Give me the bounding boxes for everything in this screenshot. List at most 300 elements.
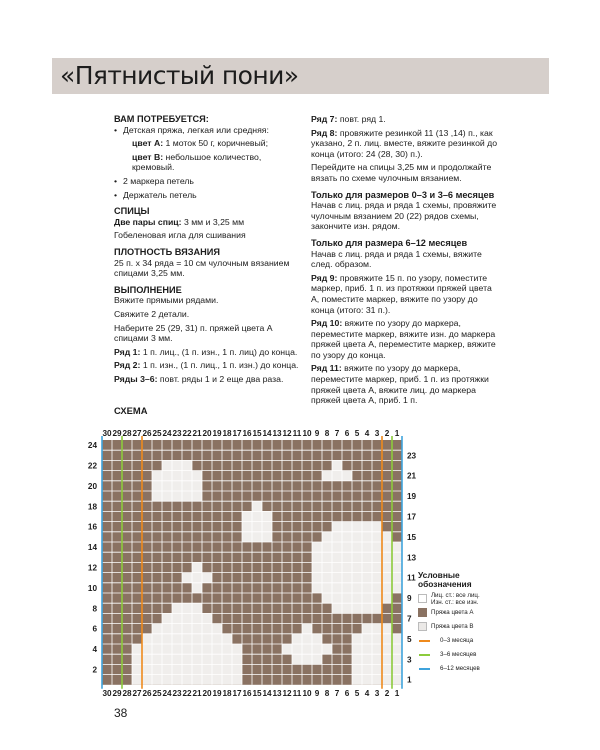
chart-cell-yarn-b <box>362 654 372 664</box>
chart-cell-yarn-b <box>202 654 212 664</box>
page-title: «Пятнистый пони» <box>60 61 299 90</box>
chart-cell-yarn-b <box>182 491 192 501</box>
column-label-bottom: 6 <box>344 688 350 698</box>
chart-cell-yarn-b <box>142 664 152 674</box>
chart-cell-yarn-b <box>172 675 182 685</box>
chart-cell-yarn-b <box>232 644 242 654</box>
column-label-bottom: 19 <box>212 688 222 698</box>
chart-cell-yarn-b <box>292 644 302 654</box>
chart-cell-yarn-b <box>162 654 172 664</box>
chart-cell-yarn-b <box>352 593 362 603</box>
row-label-left: 24 <box>87 441 97 451</box>
column-label-top: 1 <box>394 429 400 438</box>
chart-cell-yarn-b <box>392 654 402 664</box>
chart-cell-yarn-b <box>352 583 362 593</box>
chart-cell-yarn-b <box>182 644 192 654</box>
column-label-top: 21 <box>192 429 202 438</box>
chart-cell-yarn-b <box>332 522 342 532</box>
column-label-bottom: 17 <box>232 688 242 698</box>
chart-cell-yarn-b <box>192 491 202 501</box>
column-label-bottom: 29 <box>112 688 122 698</box>
chart-cell-yarn-b <box>172 603 182 613</box>
method-heading: ВЫПОЛНЕНИЕ <box>114 284 182 295</box>
column-label-top: 25 <box>152 429 162 438</box>
chart-cell-yarn-b <box>392 562 402 572</box>
row-label-right: 21 <box>407 471 417 481</box>
needles-heading: СПИЦЫ <box>114 206 150 217</box>
orange-line-icon <box>419 640 430 642</box>
chart-cell-yarn-b <box>362 552 372 562</box>
chart-cell-yarn-b <box>372 634 382 644</box>
chart-cell-yarn-b <box>332 532 342 542</box>
legend-item-yarn-b <box>418 620 508 634</box>
chart-cell-yarn-b <box>162 634 172 644</box>
chart-cell-yarn-b <box>312 654 322 664</box>
row-label-right: 13 <box>407 553 417 563</box>
row-text: провяжите резинкой 11 (13 ,14) п., как указано, 2 п. лиц. вместе, вяжите резинкой до конца (итого: 24 (28, 30) п.). <box>311 127 498 159</box>
row-label-right: 23 <box>407 451 417 461</box>
row-text: вяжите по узору до маркера, переместите маркер, приб. 1 п. из протяжки пряжей цвета А, вяжите лиц. до маркера пряжей цвета А, приб. 1 п. <box>311 363 489 406</box>
row-label-left: 20 <box>87 481 97 491</box>
chart-legend <box>418 571 508 676</box>
chart-cell-yarn-b <box>262 522 272 532</box>
column-label-top: 12 <box>282 429 292 438</box>
chart-cell-yarn-b <box>312 542 322 552</box>
chart-cell-yarn-b <box>332 460 342 470</box>
column-label-bottom: 18 <box>222 688 232 698</box>
chart-cell-yarn-b <box>352 644 362 654</box>
column-label-bottom: 13 <box>272 688 282 698</box>
chart-cell-yarn-b <box>252 532 262 542</box>
row-label: Ряд 1: <box>114 346 141 357</box>
chart-cell-yarn-b <box>212 654 222 664</box>
column-label-bottom: 11 <box>292 688 302 698</box>
column-label-bottom: 26 <box>142 688 152 698</box>
chart-cell-yarn-b <box>162 460 172 470</box>
column-label-bottom: 24 <box>162 688 172 698</box>
chart-cell-yarn-b <box>382 644 392 654</box>
chart-cell-yarn-b <box>172 664 182 674</box>
column-label-top: 14 <box>262 429 272 438</box>
chart-cell-yarn-b <box>352 634 362 644</box>
chart-cell-yarn-b <box>302 634 312 644</box>
chart-cell-yarn-b <box>352 603 362 613</box>
chart-cell-yarn-b <box>312 573 322 583</box>
legend-stitch-line2: Изн. ст.: все изн. <box>431 598 479 606</box>
materials-item-markers: • 2 маркера петель <box>114 176 302 187</box>
chart-cell-yarn-b <box>392 573 402 583</box>
chart-cell-yarn-b <box>382 532 392 542</box>
column-label-top: 13 <box>272 429 282 438</box>
chart-cell-yarn-b <box>202 613 212 623</box>
chart-cell-yarn-b <box>152 644 162 654</box>
chart-cell-yarn-b <box>172 634 182 644</box>
chart-cell-yarn-b <box>372 654 382 664</box>
chart-cell-yarn-b <box>372 624 382 634</box>
chart-cell-yarn-b <box>332 583 342 593</box>
column-label-bottom: 4 <box>364 688 370 698</box>
row-text: повт. ряды 1 и 2 еще два раза. <box>157 373 284 384</box>
chart-cell-yarn-b <box>302 654 312 664</box>
chart-cell-yarn-b <box>372 603 382 613</box>
column-label-top: 4 <box>364 429 370 438</box>
chart-cell-yarn-b <box>202 624 212 634</box>
chart-cell-yarn-b <box>322 471 332 481</box>
row-label-right: 15 <box>407 532 417 542</box>
chart-cell-yarn-b <box>142 644 152 654</box>
gauge-text: 25 п. х 34 ряда = 10 см чулочным вязанием спицами 3,25 мм. <box>114 257 290 279</box>
chart-cell-yarn-b <box>332 471 342 481</box>
chart-cell-yarn-b <box>232 664 242 674</box>
column-label-bottom: 15 <box>252 688 262 698</box>
row-label: Ряд 2: <box>114 360 141 371</box>
chart-cell-yarn-b <box>332 593 342 603</box>
chart-cell-yarn-b <box>372 644 382 654</box>
legend-item-size-6-12 <box>418 662 508 676</box>
row-label-left: 16 <box>87 522 97 532</box>
chart-cell-yarn-b <box>362 522 372 532</box>
blue-line-icon <box>419 668 430 670</box>
chart-cell-yarn-b <box>362 573 372 583</box>
chart-cell-yarn-b <box>162 624 172 634</box>
column-label-top: 2 <box>384 429 390 438</box>
column-label-top: 3 <box>374 429 380 438</box>
chart-cell-yarn-b <box>172 460 182 470</box>
column-label-bottom: 7 <box>334 688 340 698</box>
legend-title: Условные обозначения <box>418 570 472 590</box>
chart-cell-yarn-b <box>322 552 332 562</box>
chart-cell-yarn-b <box>162 644 172 654</box>
chart-cell-yarn-b <box>192 481 202 491</box>
chart-cell-yarn-b <box>142 634 152 644</box>
row-label-left: 4 <box>92 645 97 655</box>
chart-cell-yarn-b <box>192 603 202 613</box>
chart-cell-yarn-b <box>212 675 222 685</box>
row-text: повт. ряд 1. <box>337 114 386 124</box>
row-label-right: 11 <box>407 573 416 583</box>
chart-cell-yarn-b <box>202 664 212 674</box>
legend-item-yarn-a <box>418 606 508 620</box>
column-label-bottom: 22 <box>182 688 192 698</box>
column-label-bottom: 28 <box>122 688 132 698</box>
column-label-bottom: 30 <box>102 688 112 698</box>
column-label-top: 29 <box>112 429 122 438</box>
chart-cell-yarn-b <box>172 624 182 634</box>
chart-cell-yarn-b <box>342 583 352 593</box>
chart-cell-yarn-b <box>392 664 402 674</box>
chart-cell-yarn-b <box>182 675 192 685</box>
sizes-0-6-text: Начав с лиц. ряда и ряда 1 схемы, провяжите чулочным вязанием 20 (22) рядов схемы, закончите изн. рядом. <box>311 200 497 232</box>
needles-text: 3 мм и 3,25 мм <box>181 216 245 227</box>
chart-cell-yarn-b <box>392 542 402 552</box>
column-label-top: 17 <box>232 429 242 438</box>
chart-cell-yarn-b <box>392 644 402 654</box>
column-label-bottom: 16 <box>242 688 252 698</box>
row-label: Ряд 10: <box>311 318 343 329</box>
chart-cell-yarn-b <box>332 562 342 572</box>
row-label-right: 1 <box>407 675 412 685</box>
chart-cell-yarn-b <box>192 664 202 674</box>
row-label-left: 10 <box>87 583 97 593</box>
chart-cell-yarn-b <box>392 552 402 562</box>
chart-cell-yarn-b <box>362 542 372 552</box>
chart-cell-yarn-b <box>342 573 352 583</box>
column-label-bottom: 25 <box>152 688 162 698</box>
row-label-left: 8 <box>92 604 97 614</box>
chart-cell-yarn-b <box>232 654 242 664</box>
chart-cell-yarn-b <box>322 593 332 603</box>
legend-yarn-b-text: Пряжа цвета В <box>431 623 474 631</box>
chart-cell-yarn-b <box>152 664 162 674</box>
chart-cell-yarn-b <box>152 634 162 644</box>
chart-cell-yarn-b <box>352 664 362 674</box>
chart-cell-yarn-b <box>362 644 372 654</box>
chart-cell-yarn-b <box>332 552 342 562</box>
chart-cell-yarn-b <box>262 511 272 521</box>
row-text: провяжите 15 п. по узору, поместите маркер, приб. 1 п. из протяжки пряжей цвета А, поместите маркер, вяжите по узору до конца (итого: 31 п.). <box>311 272 492 315</box>
chart-cell-yarn-b <box>222 644 232 654</box>
column-label-bottom: 8 <box>324 688 330 698</box>
chart-cell-yarn-b <box>152 491 162 501</box>
column-label-bottom: 1 <box>394 688 400 698</box>
chart-cell-yarn-b <box>352 532 362 542</box>
chart-cell-yarn-b <box>382 624 392 634</box>
chart-cell-yarn-b <box>352 675 362 685</box>
method-paragraph: Наберите 25 (29, 31) п. пряжей цвета А спицами 3 мм. <box>114 322 273 344</box>
row-label: Ряд 8: <box>311 127 338 138</box>
row-label: Ряд 11: <box>311 363 342 374</box>
chart-cell-yarn-b <box>212 624 222 634</box>
method-paragraph: Свяжите 2 детали. <box>114 308 190 319</box>
chart-cell-yarn-b <box>172 481 182 491</box>
chart-cell-yarn-b <box>322 583 332 593</box>
legend-size-6-12-text: 6–12 месяцев <box>440 665 480 673</box>
chart-cell-yarn-b <box>172 654 182 664</box>
chart-cell-yarn-b <box>332 542 342 552</box>
column-label-bottom: 20 <box>202 688 212 698</box>
chart-cell-yarn-b <box>342 593 352 603</box>
column-label-bottom: 14 <box>262 688 272 698</box>
chart-cell-yarn-b <box>222 675 232 685</box>
materials-item-holder: • Держатель петель <box>114 190 302 201</box>
page-number: 38 <box>114 706 128 720</box>
chart-cell-yarn-b <box>252 511 262 521</box>
chart-cell-yarn-b <box>192 644 202 654</box>
chart-cell-yarn-b <box>362 593 372 603</box>
chart-cell-yarn-b <box>242 522 252 532</box>
chart-cell-yarn-b <box>202 675 212 685</box>
schema-heading: СХЕМА <box>114 405 148 416</box>
chart-cell-yarn-b <box>372 542 382 552</box>
chart-cell-yarn-b <box>152 675 162 685</box>
chart-cell-yarn-b <box>212 664 222 674</box>
chart-cell-yarn-b <box>242 511 252 521</box>
chart-cell-yarn-b <box>202 573 212 583</box>
chart-cell-yarn-b <box>212 644 222 654</box>
yarn-a-label: цвет А: <box>132 138 164 149</box>
chart-cell-yarn-b <box>372 522 382 532</box>
chart-cell-yarn-b <box>342 522 352 532</box>
column-label-top: 5 <box>354 429 360 438</box>
sizes-0-6-heading: Только для размеров 0–3 и 3–6 месяцев <box>311 189 495 200</box>
row-label: Ряды 3–6: <box>114 373 158 384</box>
chart-cell-yarn-b <box>322 562 332 572</box>
chart-cell-yarn-b <box>352 522 362 532</box>
chart-cell-yarn-b <box>352 542 362 552</box>
column-label-bottom: 9 <box>314 688 320 698</box>
chart-cell-yarn-b <box>142 675 152 685</box>
needles-label: Две пары спиц: <box>114 216 182 227</box>
chart-cell-yarn-b <box>162 491 172 501</box>
chart-cell-yarn-b <box>192 562 202 572</box>
column-label-top: 28 <box>122 429 132 438</box>
column-label-top: 27 <box>132 429 142 438</box>
chart-cell-yarn-b <box>372 562 382 572</box>
brown-square-icon <box>418 608 427 617</box>
chart-cell-yarn-b <box>362 583 372 593</box>
chart-cell-yarn-b <box>172 644 182 654</box>
chart-cell-yarn-b <box>302 644 312 654</box>
chart-cell-yarn-b <box>332 603 342 613</box>
row-text: вяжите по узору до маркера, переместите маркер, вяжите изн. до маркера пряжей цвета А, переместите маркер, вяжите по узору до конца. <box>311 318 496 360</box>
chart-cell-yarn-b <box>162 675 172 685</box>
column-label-bottom: 27 <box>132 688 142 698</box>
chart-cell-yarn-b <box>322 542 332 552</box>
chart-cell-yarn-b <box>172 491 182 501</box>
chart-cell-yarn-b <box>342 542 352 552</box>
chart-cell-yarn-b <box>202 634 212 644</box>
chart-cell-yarn-b <box>382 583 392 593</box>
legend-item-stitch <box>418 592 508 606</box>
chart-cell-yarn-b <box>372 573 382 583</box>
chart-cell-yarn-b <box>382 573 392 583</box>
chart-cell-yarn-b <box>372 664 382 674</box>
chart-cell-yarn-b <box>362 675 372 685</box>
row-label-left: 14 <box>87 543 97 553</box>
chart-cell-yarn-b <box>362 634 372 644</box>
chart-cell-yarn-b <box>162 613 172 623</box>
chart-cell-yarn-b <box>392 634 402 644</box>
column-label-bottom: 2 <box>384 688 390 698</box>
row-label-right: 17 <box>407 512 417 522</box>
chart-cell-yarn-b <box>392 583 402 593</box>
chart-cell-yarn-b <box>192 573 202 583</box>
column-label-bottom: 23 <box>172 688 182 698</box>
column-label-bottom: 21 <box>192 688 202 698</box>
chart-cell-yarn-b <box>362 532 372 542</box>
column-label-top: 20 <box>202 429 212 438</box>
chart-cell-yarn-b <box>312 634 322 644</box>
cream-square-icon <box>418 622 427 631</box>
chart-cell-yarn-b <box>182 471 192 481</box>
chart-cell-yarn-b <box>182 634 192 644</box>
column-label-bottom: 5 <box>354 688 360 698</box>
chart-cell-yarn-b <box>182 573 192 583</box>
chart-cell-yarn-b <box>242 532 252 542</box>
chart-cell-yarn-b <box>182 654 192 664</box>
legend-item-size-3-6 <box>418 648 508 662</box>
chart-cell-yarn-b <box>132 644 142 654</box>
chart-cell-yarn-b <box>152 471 162 481</box>
chart-cell-yarn-b <box>252 501 262 511</box>
sizes-6-12-heading: Только для размера 6–12 месяцев <box>311 237 468 248</box>
chart-cell-yarn-b <box>182 460 192 470</box>
row-text: 1 п. лиц., (1 п. изн., 1 п. лиц) до конца. <box>140 346 298 357</box>
chart-cell-yarn-b <box>382 634 392 644</box>
chart-cell-yarn-b <box>222 664 232 674</box>
chart-cell-yarn-b <box>372 552 382 562</box>
legend-stitch-line1: Лиц. ст.: все лиц. <box>431 591 480 599</box>
chart-cell-yarn-b <box>352 654 362 664</box>
chart-cell-yarn-b <box>142 654 152 664</box>
yarn-a-text: 1 моток 50 г, коричневый; <box>163 138 269 149</box>
column-label-top: 8 <box>324 429 330 438</box>
chart-cell-yarn-b <box>162 471 172 481</box>
legend-item-size-0-3 <box>418 634 508 648</box>
chart-cell-yarn-b <box>382 664 392 674</box>
column-label-top: 6 <box>344 429 350 438</box>
chart-cell-yarn-b <box>152 654 162 664</box>
materials-item-text: Детская пряжа, легкая или средняя: <box>123 124 269 135</box>
chart-cell-yarn-b <box>372 583 382 593</box>
chart-cell-yarn-b <box>162 481 172 491</box>
row-label-left: 2 <box>92 665 97 675</box>
chart-cell-yarn-b <box>222 654 232 664</box>
row-label: Ряд 7: <box>311 114 338 124</box>
chart-cell-yarn-b <box>132 675 142 685</box>
chart-cell-yarn-b <box>192 613 202 623</box>
chart-cell-yarn-b <box>172 613 182 623</box>
chart-cell-yarn-b <box>382 675 392 685</box>
green-line-icon <box>419 654 430 656</box>
white-square-icon <box>418 594 427 603</box>
row-label-right: 19 <box>407 492 417 502</box>
chart-cell-yarn-b <box>372 532 382 542</box>
chart-cell-yarn-b <box>192 624 202 634</box>
chart-cell-yarn-b <box>222 634 232 644</box>
chart-cell-yarn-b <box>362 562 372 572</box>
chart-cell-yarn-b <box>322 573 332 583</box>
method-paragraph: Вяжите прямыми рядами. <box>114 295 219 306</box>
chart-cell-yarn-b <box>352 552 362 562</box>
column-label-top: 26 <box>142 429 152 438</box>
row-8-extra: Перейдите на спицы 3,25 мм и продолжайте вязать по схеме чулочным вязанием. <box>311 162 492 183</box>
yarn-b-label: цвет В: <box>132 151 164 162</box>
chart-cell-yarn-b <box>152 624 162 634</box>
row-text: 1 п. изн., (1 п. лиц., 1 п. изн.) до конца. <box>140 360 299 371</box>
chart-cell-yarn-b <box>342 471 352 481</box>
tapestry-needle: Гобеленовая игла для сшивания <box>114 230 246 241</box>
sizes-6-12-text: Начав с лиц. ряда и ряда 1 схемы, вяжите след. образом. <box>311 248 482 270</box>
chart-cell-yarn-b <box>232 675 242 685</box>
chart-cell-yarn-b <box>152 481 162 491</box>
chart-cell-yarn-b <box>172 471 182 481</box>
column-label-top: 30 <box>102 429 112 438</box>
chart-cell-yarn-b <box>192 634 202 644</box>
column-label-bottom: 12 <box>282 688 292 698</box>
chart-cell-yarn-b <box>352 562 362 572</box>
chart-cell-yarn-b <box>312 562 322 572</box>
chart-cell-yarn-b <box>182 481 192 491</box>
chart-cell-yarn-b <box>322 532 332 542</box>
column-label-top: 16 <box>242 429 252 438</box>
column-label-top: 7 <box>334 429 340 438</box>
column-label-top: 11 <box>292 429 302 438</box>
chart-cell-yarn-b <box>372 675 382 685</box>
legend-yarn-a-text: Пряжа цвета А <box>431 609 474 617</box>
chart-cell-yarn-b <box>362 664 372 674</box>
chart-cell-yarn-b <box>182 603 192 613</box>
